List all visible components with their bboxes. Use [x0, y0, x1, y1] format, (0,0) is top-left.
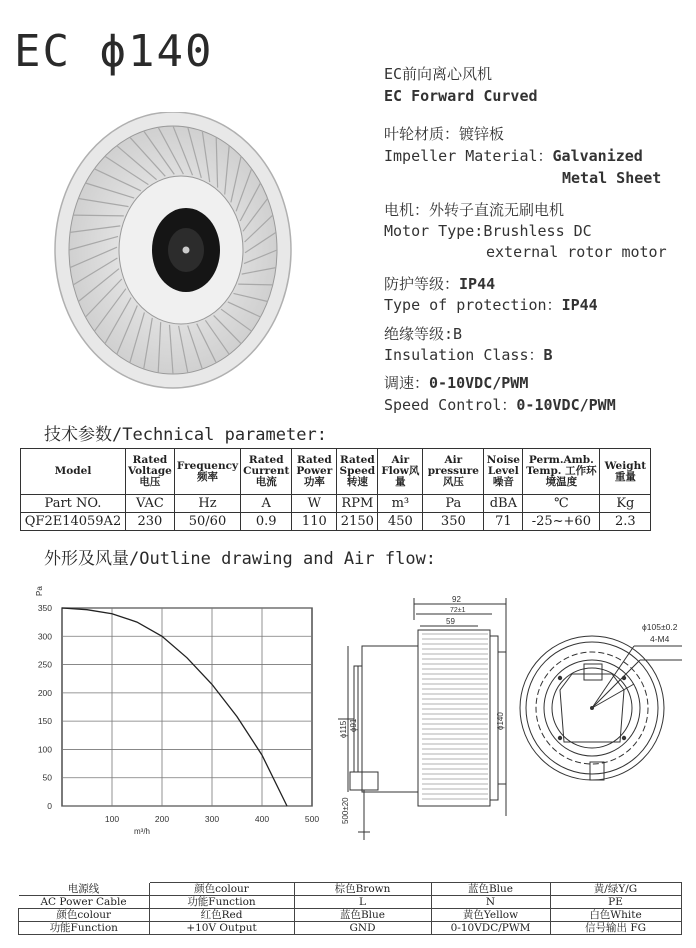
spec-material-en-2 [562, 168, 661, 189]
y-tick-label: 250 [37, 659, 52, 670]
y-tick-label: 350 [37, 603, 52, 613]
cable-r2-c4: PE [550, 896, 681, 909]
dim-72: 72±1 [450, 607, 466, 614]
x-tick-label: 100 [104, 814, 120, 824]
spec-type-cn: EC前向离心风机 [384, 65, 493, 83]
y-tick-label: 50 [42, 772, 52, 783]
cable-r3-c1: 红色Red [149, 909, 294, 922]
chart-y-label: Pa [35, 586, 44, 596]
unit-temp: ℃ [523, 495, 600, 513]
th-noise: Noise Level 噪音 [484, 449, 523, 495]
spec-insulation-en [384, 345, 553, 366]
spec-material-label: Impeller Material： [384, 147, 553, 165]
page-title: EC ϕ140 [14, 26, 214, 77]
spec-protection-en-value: IP44 [561, 296, 598, 314]
spec-speed-cn-label: 调速： [384, 374, 430, 392]
x-tick-label: 300 [204, 814, 220, 824]
cable-r3-c3: 黄色Yellow [431, 909, 550, 922]
val-current: 0.9 [241, 513, 292, 531]
cable-r4-c1: +10V Output [149, 922, 294, 935]
spec-material-cn: 叶轮材质：镀锌板 [384, 125, 505, 143]
unit-power: W [292, 495, 337, 513]
dim-500: 500±20 [341, 797, 350, 824]
chart-plot-frame [62, 608, 312, 806]
y-tick-label: 150 [37, 716, 52, 727]
y-tick-label: 0 [47, 801, 52, 811]
spec-type-en-text: EC Forward Curved [384, 87, 538, 105]
cable-r4-c3: 0-10VDC/PWM [431, 922, 550, 935]
dim-105: ϕ105±0.2 [642, 622, 678, 632]
cable-r2-c2: L [294, 896, 431, 909]
dim-92: 92 [452, 595, 461, 604]
tech-section-title: 技术参数/Technical parameter: [44, 425, 327, 445]
spec-protection-cn-label: 防护等级： [384, 275, 460, 293]
cable-r1-c1: 颜色colour [149, 883, 294, 896]
unit-current: A [241, 495, 292, 513]
spec-motor-en: Motor Type:Brushless DC [384, 222, 592, 240]
val-frequency: 50/60 [174, 513, 240, 531]
pq-curve-line [62, 608, 287, 806]
y-tick-label: 100 [37, 744, 52, 755]
th-voltage: Rated Voltage 电压 [126, 449, 175, 495]
spec-speed-en-value: 0-10VDC/PWM [516, 396, 616, 414]
unit-airflow: m³ [378, 495, 423, 513]
dim-140: ϕ140 [496, 712, 505, 730]
spec-material-en [384, 146, 643, 167]
th-pressure: Air pressure 风压 [423, 449, 484, 495]
val-power: 110 [292, 513, 337, 531]
val-pressure: 350 [423, 513, 484, 531]
y-tick-label: 300 [37, 631, 52, 642]
spec-protection-en-label: Type of protection： [384, 296, 562, 314]
x-tick-label: 200 [154, 814, 170, 824]
spec-insulation-en-value: B [543, 346, 553, 364]
spec-speed-en [384, 395, 616, 416]
th-weight: Weight 重量 [600, 449, 651, 495]
cable-r1-c2: 棕色Brown [294, 883, 431, 896]
val-voltage: 230 [126, 513, 175, 531]
spec-motor-en-2: external rotor motor [486, 243, 667, 261]
th-speed: Rated Speed 转速 [337, 449, 378, 495]
unit-weight: Kg [600, 495, 651, 513]
cable-r1-c0: 电源线 [19, 883, 150, 896]
unit-noise: dBA [484, 495, 523, 513]
val-temp: -25~+60 [523, 513, 600, 531]
chart-x-label: m³/h [134, 827, 150, 836]
unit-voltage: VAC [126, 495, 175, 513]
cable-r2-c3: N [431, 896, 550, 909]
cable-r2-c0: AC Power Cable [19, 896, 150, 909]
unit-speed: RPM [337, 495, 378, 513]
y-tick-label: 200 [37, 687, 52, 698]
th-temp: Perm.Amb. Temp. 工作环境温度 [523, 449, 600, 495]
spec-protection-cn-value: IP44 [459, 275, 496, 293]
cable-r4-c4: 信号输出 FG [550, 922, 681, 935]
x-tick-label: 500 [304, 814, 320, 824]
cable-r4-c0: 功能Function [19, 922, 150, 935]
th-model: Model [21, 449, 126, 495]
unit-partno: Part NO. [21, 495, 126, 513]
unit-pressure: Pa [423, 495, 484, 513]
cable-r2-c1: 功能Function [149, 896, 294, 909]
th-power: Rated Power 功率 [292, 449, 337, 495]
spec-insulation-cn: 绝缘等级:B [384, 325, 463, 343]
th-frequency: Frequency 频率 [174, 449, 240, 495]
dim-91: ϕ91 [349, 718, 358, 732]
spec-protection-en [384, 295, 598, 316]
x-tick-label: 400 [254, 814, 270, 824]
spec-speed-en-label: Speed Control： [384, 396, 517, 414]
cable-r3-c2: 蓝色Blue [294, 909, 431, 922]
val-airflow: 450 [378, 513, 423, 531]
side-view-drawing [330, 592, 510, 844]
fan-impeller-image [48, 112, 294, 394]
spec-type-en [384, 86, 538, 107]
outline-section-title: 外形及风量/Outline drawing and Air flow: [44, 549, 437, 569]
dim-59: 59 [446, 617, 455, 626]
unit-frequency: Hz [174, 495, 240, 513]
spec-protection-cn [384, 274, 495, 295]
th-airflow: Air Flow风 量 [378, 449, 423, 495]
airflow-chart [0, 580, 330, 840]
cable-r3-c0: 颜色colour [19, 909, 150, 922]
cable-table [18, 882, 682, 935]
spec-material-value-2: Metal Sheet [562, 169, 662, 187]
spec-speed-cn [384, 373, 528, 394]
cable-r1-c4: 黄/绿Y/G [550, 883, 681, 896]
spec-speed-cn-value: 0-10VDC/PWM [429, 374, 529, 392]
val-noise: 71 [484, 513, 523, 531]
val-partno: QF2E14059A2 [21, 513, 126, 531]
dim-115: ϕ115 [339, 720, 348, 738]
th-current: Rated Current 电流 [241, 449, 292, 495]
cable-r4-c2: GND [294, 922, 431, 935]
cable-r1-c3: 蓝色Blue [431, 883, 550, 896]
spec-insulation-en-label: Insulation Class： [384, 346, 544, 364]
spec-motor-cn: 电机：外转子直流无刷电机 [384, 201, 565, 219]
val-weight: 2.3 [600, 513, 651, 531]
spec-material-value: Galvanized [552, 147, 643, 165]
front-view-drawing [512, 612, 696, 798]
dim-4m4: 4-M4 [650, 634, 670, 644]
cable-r3-c4: 白色White [550, 909, 681, 922]
val-speed: 2150 [337, 513, 378, 531]
tech-parameter-table [20, 448, 651, 531]
